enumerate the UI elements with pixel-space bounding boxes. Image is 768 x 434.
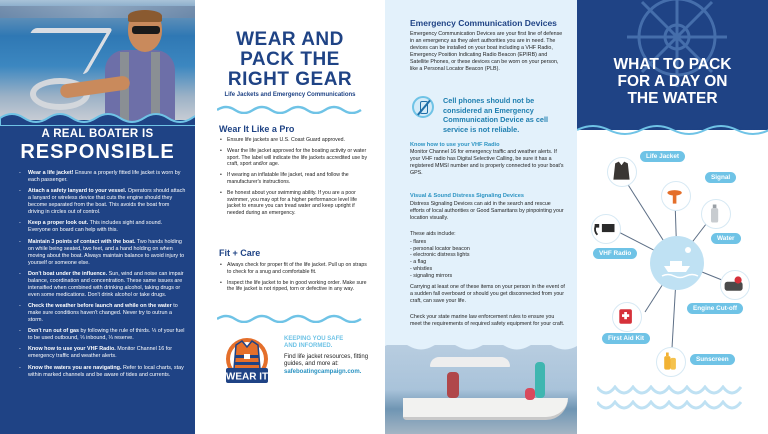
tag-sunscreen: Sunscreen [690,354,735,365]
list-item: - Attach a safety lanyard to your vessel. Operators should attach a lanyard or wireless device that cuts the engine should they become separated from the boat. This avoids the boat from driving in circles out of control. [18,188,186,216]
person-figure [447,372,459,398]
wave-divider [385,340,577,354]
tag-engine-cutoff: Engine Cut-off [687,303,743,314]
list-item: - Keep a proper look out. This includes sight and sound. Everyone on board can help with this. [18,220,186,234]
section-heading: Emergency Communication Devices [410,18,557,28]
signals-paragraph: Distress Signaling Devices can aid in the search and rescue efforts of local authorities or Good Samaritans by pinpointing your location visually. [410,201,564,221]
aids-intro: These aids include: [410,231,456,237]
panel-right-gear [195,0,385,434]
signal-beacon-icon [661,181,691,211]
list-item: - Know the waters you are navigating. Refer to local charts, stay within marked channels and be aware of tides and currents. [18,365,186,379]
fit-care-list [219,262,369,297]
boat-photo [385,345,577,434]
promo-block: KEEPING YOU SAFE AND INFORMED. Find life jacket resources, fitting guides, and more at: safeboatingcampaign.com. [284,336,379,376]
list-item: - a flag [410,259,470,266]
vhf-paragraph: Monitor Channel 16 for emergency traffic and weather alerts. If your VHF radio has Digital Selective Calling, be sure it has a registered MMSI number and is properly connected to your boat's GPS. [410,149,564,176]
wave-divider [217,104,362,114]
no-cell-phone-icon [412,96,434,118]
list-item: • Wear the life jacket approved for the boating activity or water sport. The label will indicate the life jackets accredited use by craft, sport and/or age. [219,148,369,168]
page-title: WEAR AND PACK THE RIGHT GEAR [227,29,353,90]
subtitle: Life Jackets and Emergency Communications [224,92,356,98]
responsibility-list [18,170,186,383]
decorative-waves [597,385,742,399]
list-item: - Check the weather before launch and while on the water to make sure conditions haven't changed. Never try to outrun a storm. [18,303,186,324]
list-item: - Wear a life jacket! Ensure a properly fitted life jacket is worn by each passenger. [18,170,186,184]
svg-text:WEAR IT: WEAR IT [225,371,269,383]
page-title: WHAT TO PACK FOR A DAY ON THE WATER [613,56,732,107]
wear-it-logo [222,335,272,387]
boater-photo [0,0,195,120]
panel-responsible-boater [0,0,195,434]
person-figure [525,388,535,400]
list-item: - flares [410,239,470,246]
carry-paragraph: Carrying at least one of these items on your person in the event of a sudden fall overboard or should you get disconnected from your craft, can save your life. [410,284,565,304]
tag-life-jacket: Life Jacket [640,151,685,162]
heading-big: RESPONSIBLE [20,141,175,163]
vhf-radio-icon [591,214,621,244]
tag-signal: Signal [705,172,736,183]
panel-what-to-pack [577,0,768,434]
list-item: • Ensure life jackets are U.S. Coast Guard approved. [219,137,369,144]
panel-emergency-communication [385,0,577,434]
responsible-heading [0,128,195,164]
list-item: - Don't boat under the influence. Sun, wind and noise can impair balance, coordination and concentration. These same issues are intensified when combined with drinking alcohol, taking drugs or even some medications. Don't drink alcohol or take drugs. [18,271,186,299]
list-item: - Know how to use your VHF Radio. Monitor Channel 16 for emergency traffic and weather alerts. [18,346,186,360]
first-aid-kit-icon [612,302,642,332]
tag-first-aid-kit: First Aid Kit [602,333,650,344]
list-item: • If wearing an inflatable life jacket, read and follow the manufacturer's instructions. [219,172,369,186]
wave-divider [217,313,362,323]
list-item: - Maintain 3 points of contact with the boat. Two hands holding on while being seated, two feet, and a hand holding on when moving about the boat. Always maintain balance to avoid injury to yourself or someone else. [18,239,186,267]
signals-heading: Visual & Sound Distress Signaling Devices [410,193,524,199]
boater-figure [100,10,175,120]
list-item: - signaling mirrors [410,273,470,280]
cell-phone-callout: Cell phones should not be considered an Emergency Communication Device as cell service is not reliable. [443,96,549,134]
list-item: - whistles [410,266,470,273]
section-heading-wear-it: Wear It Like a Pro [219,124,295,134]
aids-list [410,239,470,279]
list-item: • Inspect the life jacket to be in good working order. Make sure the life jacket is not ripped, torn or defective in any way. [219,280,369,294]
vhf-heading: Know how to use your VHF Radio [410,142,500,148]
tag-vhf-radio: VHF Radio [593,248,637,259]
heading-small: A REAL BOATER IS [41,128,154,140]
engine-cutoff-icon [720,270,750,300]
list-item: - Don't run out of gas by following the rule of thirds. ⅓ of your fuel to be used outbound, ⅓ inbound, ⅓ reserve. [18,328,186,342]
intro-paragraph: Emergency Communication Devices are your first line of defense in an emergency as they alert authorities you are in need. The devices can be installed on your boat including a VHF Radio, Emergency Position Indicating Radio Beacon (EPIRB) and Satellite Phones, or these devices can be worn on your person, like a Personal Locator Beacon (PLB). [410,31,563,72]
boat-hub-icon [650,236,704,290]
boat-hull [403,398,568,420]
list-item: - personal locator beacon [410,246,470,253]
windshield [7,28,114,74]
campaign-link[interactable]: safeboatingcampaign.com. [284,368,362,375]
person-figure [535,362,545,398]
list-item: • Be honest about your swimming ability. If you are a poor swimmer, you may opt for a higher performance level life jacket to ensure you can tread water and keep upright if needed during an emergency. [219,190,369,217]
sunscreen-icon [656,347,686,377]
wave-divider [0,108,195,126]
decorative-waves [597,400,742,414]
water-bottle-icon [701,199,731,229]
check-paragraph: Check your state marine law enforcement rules to ensure you meet the requirements of required safety equipment for your craft. [410,314,565,327]
wear-it-list [219,137,369,221]
list-item: • Always check for proper fit of the life jacket. Pull up on straps to check for a snug and comfortable fit. [219,262,369,276]
list-item: - electronic distress lights [410,252,470,259]
section-heading-fit-care: Fit + Care [219,248,261,258]
life-jacket-icon [607,157,637,187]
tag-water: Water [711,233,741,244]
